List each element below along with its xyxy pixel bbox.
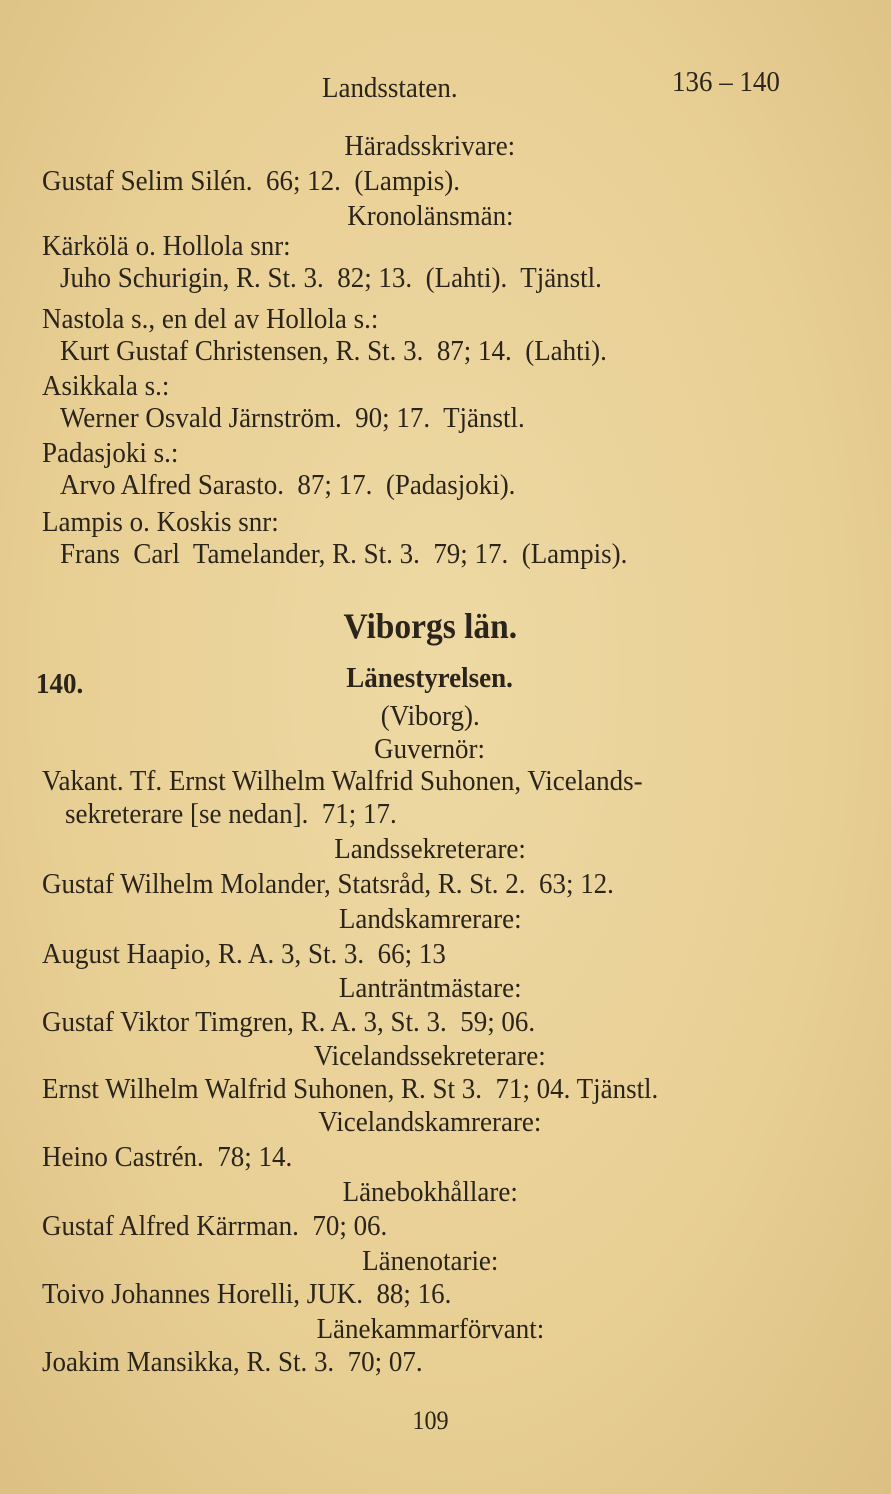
- heading-haradsskrivare: Häradsskrivare:: [344, 130, 516, 162]
- section-subtitle: Länestyrelsen.: [346, 662, 514, 694]
- district: Nastola s., en del av Hollola s.:: [42, 303, 379, 335]
- district: Padasjoki s.:: [42, 437, 179, 469]
- office-holder: Vakant. Tf. Ernst Wilhelm Walfrid Suhonen, Vicelands-: [42, 765, 643, 797]
- office-holder: Ernst Wilhelm Walfrid Suhonen, R. St 3. 71; 04. Tjänstl.: [42, 1073, 659, 1105]
- person-entry: Werner Osvald Järnström. 90; 17. Tjänstl.: [60, 402, 525, 434]
- section-title: Viborgs län.: [343, 606, 517, 646]
- district: Asikkala s.:: [42, 370, 170, 402]
- section-number: 140.: [36, 668, 84, 700]
- person-entry: Arvo Alfred Sarasto. 87; 17. (Padasjoki).: [60, 469, 516, 501]
- district: Kärkölä o. Hollola snr:: [42, 230, 291, 262]
- running-header-range: 136 – 140: [672, 66, 780, 98]
- office-holder: Gustaf Alfred Kärrman. 70; 06.: [42, 1210, 388, 1242]
- office-title: Länebokhållare:: [342, 1176, 518, 1208]
- office-holder: Joakim Mansikka, R. St. 3. 70; 07.: [42, 1346, 423, 1378]
- office-title: Vicelandssekreterare:: [313, 1040, 546, 1072]
- office-holder: Toivo Johannes Horelli, JUK. 88; 16.: [42, 1278, 452, 1310]
- district: Lampis o. Koskis snr:: [42, 506, 279, 538]
- office-title: Länenotarie:: [361, 1245, 499, 1277]
- office-holder: Gustaf Viktor Timgren, R. A. 3, St. 3. 59; 06.: [42, 1006, 536, 1038]
- office-holder: August Haapio, R. A. 3, St. 3. 66; 13: [42, 938, 446, 970]
- office-title: Landskamrerare:: [338, 903, 522, 935]
- heading-kronolansman: Kronolänsmän:: [346, 200, 514, 232]
- person-entry: Juho Schurigin, R. St. 3. 82; 13. (Lahti). Tjänstl.: [60, 262, 602, 294]
- entry-haradsskrivare: Gustaf Selim Silén. 66; 12. (Lampis).: [42, 165, 461, 197]
- running-header-title: Landsstaten.: [322, 72, 458, 104]
- person-entry: Kurt Gustaf Christensen, R. St. 3. 87; 14. (Lahti).: [60, 335, 607, 367]
- office-title: Landssekreterare:: [334, 833, 526, 865]
- page-number: 109: [411, 1406, 449, 1435]
- office-title: Länekammarförvant:: [316, 1313, 544, 1345]
- office-holder: Heino Castrén. 78; 14.: [42, 1141, 293, 1173]
- office-title: Vicelandskamrerare:: [318, 1106, 542, 1138]
- office-holder-continued: sekreterare [se nedan]. 71; 17.: [65, 798, 397, 830]
- office-title: Lanträntmästare:: [338, 972, 522, 1004]
- office-holder: Gustaf Wilhelm Molander, Statsråd, R. St. 2. 63; 12.: [42, 868, 614, 900]
- office-title: Guvernör:: [374, 733, 486, 765]
- section-location: (Viborg).: [380, 700, 480, 732]
- person-entry: Frans Carl Tamelander, R. St. 3. 79; 17. (Lampis).: [60, 538, 628, 570]
